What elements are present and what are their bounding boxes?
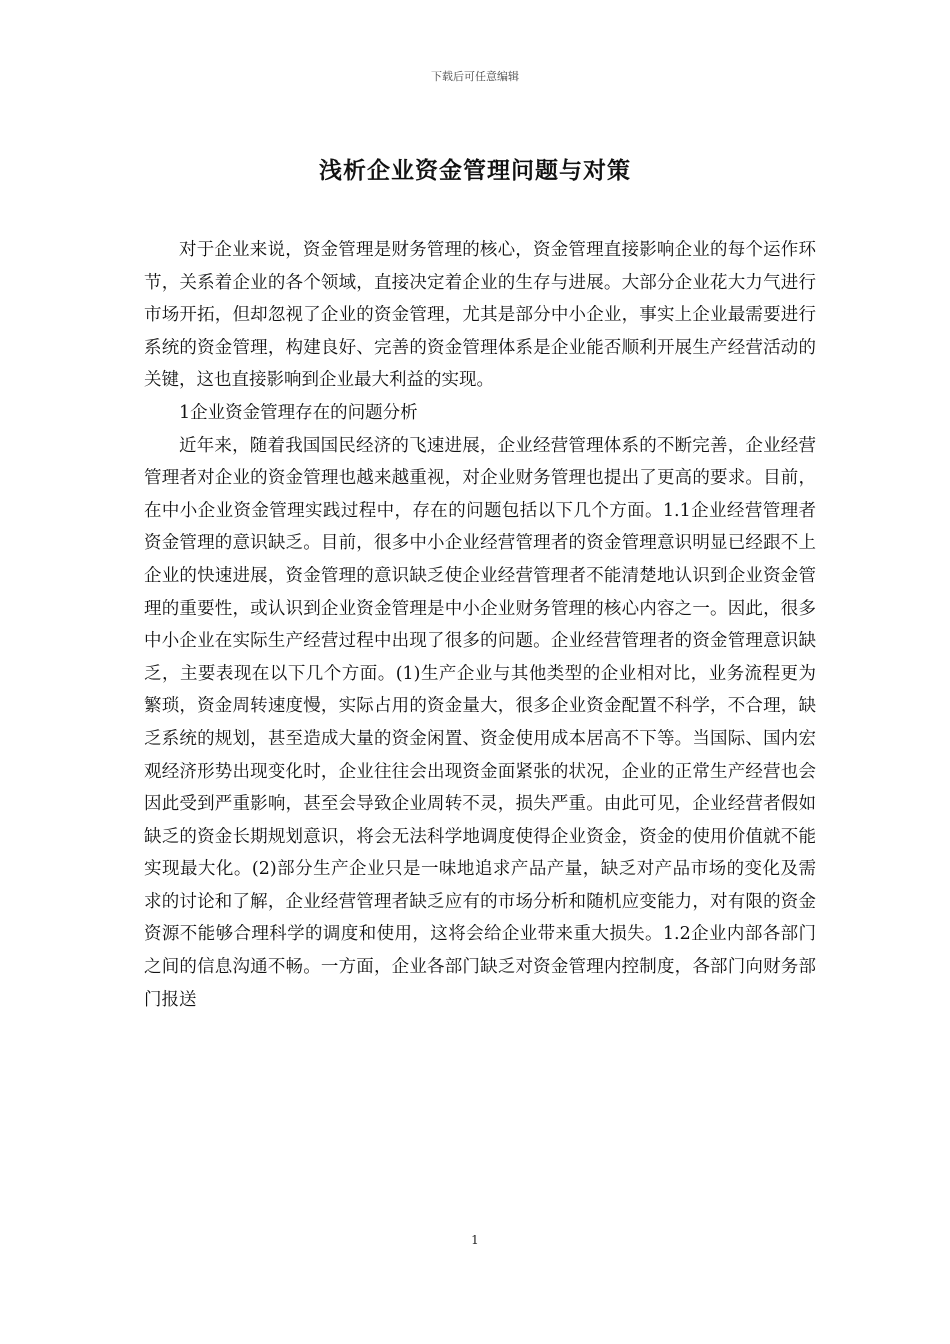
document-title: 浅析企业资金管理问题与对策 <box>319 157 631 184</box>
page-number: 1 <box>471 1233 479 1247</box>
paragraph-intro: 对于企业来说，资金管理是财务管理的核心，资金管理直接影响企业的每个运作环节，关系着企业的各个领域，直接决定着企业的生存与进展。大部分企业花大力气进行市场开拓，但却忽视了企业的资金管理，尤其是部分中小企业，事实上企业最需要进行系统的资金管理，构建良好、完善的资金管理体系是企业能否顺利开展生产经营活动的关键，这也直接影响到企业最大利益的实现。 <box>144 240 816 391</box>
header-note: 下载后可任意编辑 <box>431 70 519 83</box>
section-heading: 1企业资金管理存在的问题分析 <box>179 402 418 423</box>
document-body <box>144 234 816 1016</box>
paragraph-analysis: 近年来，随着我国国民经济的飞速进展，企业经营管理体系的不断完善，企业经营管理者对企业的资金管理也越来越重视，对企业财务管理也提出了更高的要求。目前，在中小企业资金管理实践过程中，存在的问题包括以下几个方面。1.1企业经营管理者资金管理的意识缺乏。目前，很多中小企业经营管理者的资金管理意识明显已经跟不上企业的快速进展，资金管理的意识缺乏使企业经营管理者不能清楚地认识到企业资金管理的重要性，或认识到企业资金管理是中小企业财务管理的核心内容之一。因此，很多中小企业在实际生产经营过程中出现了很多的问题。企业经营管理者的资金管理意识缺乏，主要表现在以下几个方面。(1)生产企业与其他类型的企业相对比，业务流程更为繁琐，资金周转速度慢，实际占用的资金量大，很多企业资金配置不科学，不合理，缺乏系统的规划，甚至造成大量的资金闲置、资金使用成本居高不下等。当国际、国内宏观经济形势出现变化时，企业往往会出现资金面紧张的状况，企业的正常生产经营也会因此受到严重影响，甚至会导致企业周转不灵，损失严重。由此可见，企业经营者假如缺乏的资金长期规划意识，将会无法科学地调度使得企业资金，资金的使用价值就不能实现最大化。(2)部分生产企业只是一味地追求产品产量，缺乏对产品市场的变化及需求的讨论和了解，企业经营管理者缺乏应有的市场分析和随机应变能力，对有限的资金资源不能够合理科学的调度和使用，这将会给企业带来重大损失。1.2企业内部各部门之间的信息沟通不畅。一方面，企业各部门缺乏对资金管理内控制度，各部门向财务部门报送 <box>144 435 816 1010</box>
